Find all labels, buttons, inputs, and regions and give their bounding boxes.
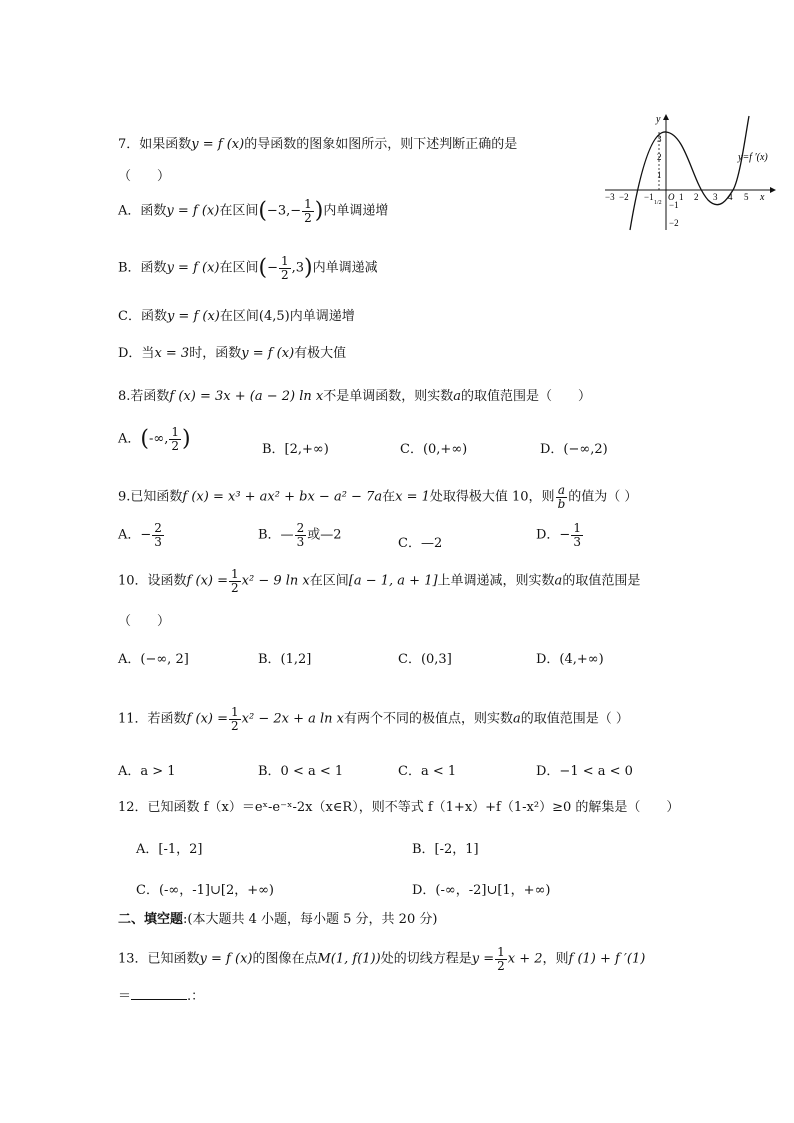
- q11-option-a: A．a > 1: [118, 764, 176, 779]
- q10-stem: 10．设函数f (x) = $\frac{1}{2}$ x² − 9 ln x在区间[a − 1, a + 1]上单调递减，则实数a的取值范围是: [118, 567, 641, 595]
- q8-stem: 8.若函数f (x) = 3x + (a − 2) ln x不是单调函数，则实数a的取值范围是（ ）: [118, 389, 591, 404]
- q11-option-b: B．0 < a < 1: [258, 764, 344, 779]
- q11-option-c: C．a < 1: [398, 764, 457, 779]
- graph-x-label: x: [760, 192, 765, 203]
- graph-x-tick: −1: [644, 192, 654, 202]
- q12-option-b: B．[-2，1]: [412, 842, 479, 857]
- q12-option-c: C．(-∞，-1]∪[2，+∞): [136, 883, 275, 898]
- q10-paren: （ ）: [118, 614, 171, 629]
- q7-paren: （ ）: [118, 169, 171, 184]
- q8-option-a: A．(-∞, $\frac{1}{2}$ ): [118, 425, 191, 453]
- graph-x-arrow: [770, 187, 776, 193]
- q13-answer-blank[interactable]: [131, 987, 187, 1000]
- graph-y-tick: 1: [657, 170, 662, 180]
- q13-answer-line: ＝ .：: [118, 989, 205, 1004]
- q7-stem: 7．如果函数y = f (x)的导函数的图象如图所示，则下述判断正确的是: [118, 137, 518, 152]
- q7-option-c: C．函数y = f (x)在区间(4,5)内单调递增: [118, 309, 355, 324]
- section-fill-in-title: 二、填空题:(本大题共 4 小题，每小题 5 分，共 20 分): [118, 912, 438, 927]
- graph-x-tick: −2: [619, 192, 629, 202]
- q7-option-a: A．函数y = f (x)在区间(−3,− $\frac{1}{2}$ )内单调递增: [118, 197, 389, 225]
- q8-option-b: B．[2,+∞): [262, 442, 329, 457]
- graph-y-tick: 2: [657, 152, 662, 162]
- q10-option-b: B．(1,2]: [258, 652, 312, 667]
- graph-x-tick: 4: [728, 192, 733, 202]
- graph-x-tick: 1: [679, 192, 684, 202]
- q9-option-a: A．− $\frac{2}{3}$: [118, 521, 162, 549]
- q9-option-c: C．—2: [398, 536, 443, 551]
- q12-stem: 12．已知函数 f（x）＝eˣ-e⁻ˣ-2x（x∈R），则不等式 f（1+x）+f（1-x²）≥0 的解集是（ ）: [118, 800, 680, 815]
- q12-option-a: A．[-1，2]: [136, 842, 203, 857]
- q7-option-d: D．当x = 3时，函数y = f (x)有极大值: [118, 346, 347, 361]
- graph-x-tick: O: [668, 192, 675, 202]
- q8-option-c: C．(0,+∞): [400, 442, 468, 457]
- graph-curve-label: y=f ′(x): [738, 152, 768, 163]
- q10-option-a: A．(−∞, 2]: [118, 652, 189, 667]
- q10-option-d: D．(4,+∞): [536, 652, 604, 667]
- q9-stem: 9.已知函数f (x) = x³ + ax² + bx − a² − 7a在x = 1处取得极大值 10，则 $\frac{a}{b}$ 的值为（ ）: [118, 483, 638, 511]
- q7-option-b: B．函数y = f (x)在区间(− $\frac{1}{2}$ ,3)内单调递减: [118, 254, 378, 282]
- graph-x-tick: 5: [744, 192, 749, 202]
- graph-y-label: y: [656, 114, 661, 125]
- graph-x-tick: −3: [605, 192, 615, 202]
- q11-option-d: D．−1 < a < 0: [536, 764, 633, 779]
- q11-stem: 11．若函数f (x) = $\frac{1}{2}$ x² − 2x + a ln x有两个不同的极值点，则实数a的取值范围是（ ）: [118, 705, 629, 733]
- graph-x-tick: 3: [713, 192, 718, 202]
- derivative-curve: [630, 116, 749, 230]
- graph-y-arrow: [663, 114, 669, 120]
- q8-option-d: D．(−∞,2): [540, 442, 608, 457]
- graph-half-label: 1/2: [654, 200, 662, 206]
- graph-y-tick: −2: [669, 218, 679, 228]
- q13-stem: 13．已知函数y = f (x)的图像在点M(1, f(1))处的切线方程是y = $\frac{1}{2}$ x + 2，则f (1) + f ′(1): [118, 945, 646, 973]
- graph-x-tick: 2: [694, 192, 699, 202]
- graph-y-tick: −1: [669, 200, 679, 210]
- graph-y-tick: 3: [657, 134, 662, 144]
- q10-option-c: C．(0,3]: [398, 652, 452, 667]
- q9-option-b: B．— $\frac{2}{3}$ 或—2: [258, 521, 342, 549]
- q12-option-d: D．(-∞，-2]∪[1，+∞): [412, 883, 551, 898]
- q9-option-d: D．− $\frac{1}{3}$: [536, 521, 581, 549]
- derivative-graph: [600, 112, 785, 234]
